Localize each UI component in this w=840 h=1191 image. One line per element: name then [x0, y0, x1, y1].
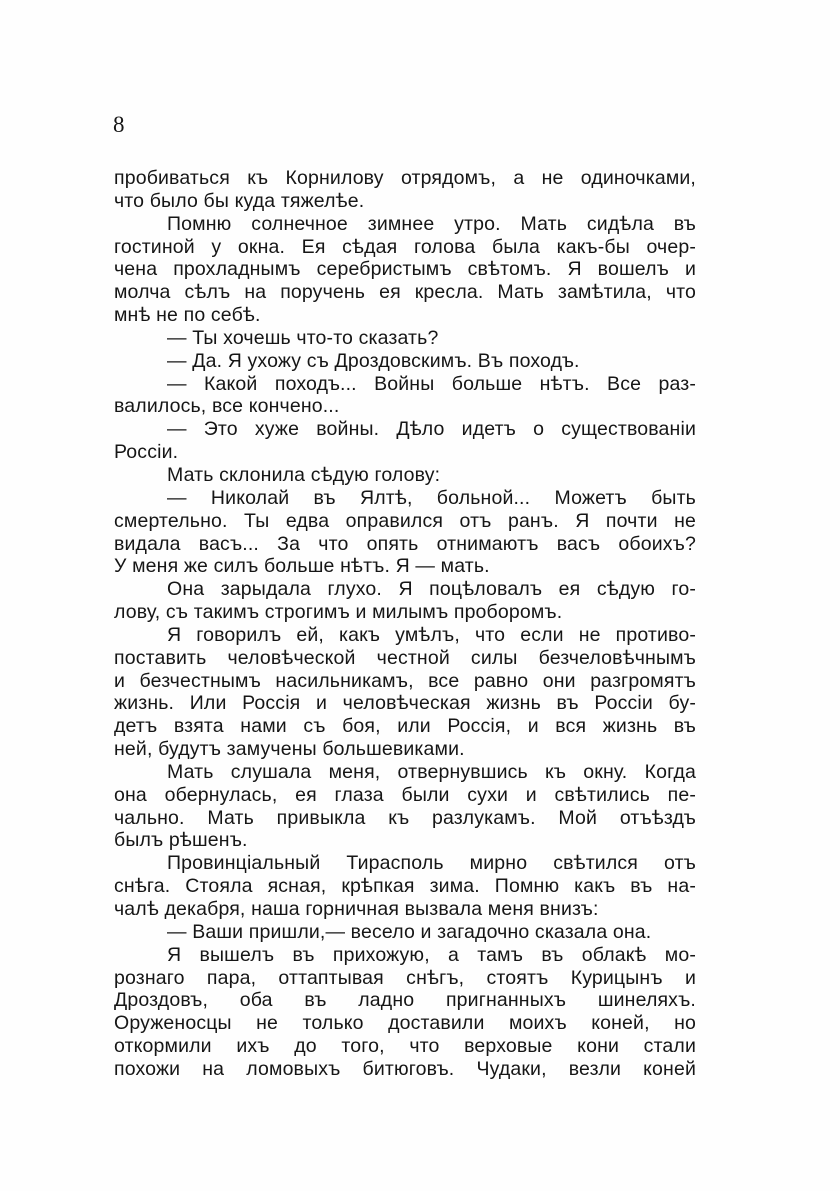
- text-line: Провинціальный Тирасполь мирно свѣтился отъ: [167, 852, 696, 875]
- text-line: Оруженосцы не только доставили моихъ коней, но: [114, 1012, 696, 1035]
- text-line: валилось, все кончено...: [114, 395, 340, 418]
- text-line: былъ рѣшенъ.: [114, 829, 248, 852]
- text-line: — Да. Я ухожу съ Дроздовскимъ. Въ походъ.: [167, 349, 580, 372]
- text-line: молча сѣлъ на поручень ея кресла. Мать замѣтила, что: [114, 281, 696, 304]
- text-line: жизнь. Или Россія и человѣческая жизнь въ Россіи бу-: [114, 692, 696, 715]
- text-line: Она зарыдала глухо. Я поцѣловалъ ея сѣдую го-: [167, 578, 696, 601]
- text-line: что было бы куда тяжелѣе.: [114, 189, 365, 212]
- text-line: чалѣ декабря, наша горничная вызвала меня внизъ:: [114, 898, 599, 920]
- text-line: смертельно. Ты едва оправился отъ ранъ. Я почти не: [114, 509, 696, 532]
- text-line: Помню солнечное зимнее утро. Мать сидѣла въ: [167, 212, 696, 235]
- text-line: Мать склонила сѣдую голову:: [167, 463, 441, 486]
- text-line: и безчестнымъ насильникамъ, все равно они разгромятъ: [114, 669, 696, 692]
- text-line: — Ты хочешь что-то сказать?: [167, 326, 439, 349]
- text-line: Мать слушала меня, отвернувшись къ окну. Когда: [167, 760, 696, 783]
- body-text: [114, 167, 696, 1081]
- text-line: ней, будутъ замучены большевиками.: [114, 738, 465, 761]
- page-number: 8: [113, 112, 125, 137]
- text-line: гостиной у окна. Ея сѣдая голова была какъ-бы очер-: [114, 235, 696, 258]
- text-line: чально. Мать привыкла къ разлукамъ. Мой отъѣздъ: [114, 806, 696, 829]
- text-line: рознаго пара, оттаптывая снѣгъ, стоятъ Курицынъ и: [114, 966, 696, 989]
- text-line: видала васъ... За что опять отнимаютъ васъ обоихъ?: [114, 532, 696, 555]
- text-line: — Это хуже войны. Дѣло идетъ о существованіи: [167, 418, 696, 441]
- text-line: У меня же силъ больше нѣтъ. Я — мать.: [114, 555, 490, 578]
- text-line: лову, съ такимъ строгимъ и милымъ проборомъ.: [114, 601, 563, 624]
- text-line: похожи на ломовыхъ битюговъ. Чудаки, везли коней: [114, 1057, 696, 1080]
- text-line: поставить человѣческой честной силы безчеловѣчнымъ: [114, 646, 696, 669]
- text-line: — Николай въ Ялтѣ, больной... Можетъ быть: [167, 486, 696, 509]
- text-line: Я вышелъ въ прихожую, а тамъ въ облакѣ мо-: [167, 943, 696, 966]
- text-line: откормили ихъ до того, что верховые кони стали: [114, 1035, 696, 1058]
- text-line: снѣга. Стояла ясная, крѣпкая зима. Помню какъ въ на-: [114, 875, 696, 898]
- text-line: — Ваши пришли,— весело и загадочно сказала она.: [167, 920, 652, 943]
- text-line: Дроздовъ, оба въ ладно пригнанныхъ шинеляхъ.: [114, 989, 696, 1012]
- text-line: она обернулась, ея глаза были сухи и свѣтились пе-: [114, 783, 696, 806]
- text-line: детъ взята нами съ боя, или Россія, и вся жизнь въ: [114, 715, 696, 738]
- text-line: Россіи.: [114, 441, 179, 464]
- text-line: пробиваться къ Корнилову отрядомъ, а не одиночками,: [114, 167, 696, 189]
- text-line: Я говорилъ ей, какъ умѣлъ, что если не противо-: [167, 623, 696, 646]
- text-line: — Какой походъ... Войны больше нѣтъ. Все раз-: [167, 372, 696, 395]
- text-line: чена прохладнымъ серебристымъ свѣтомъ. Я вошелъ и: [114, 258, 696, 281]
- text-line: мнѣ не по себѣ.: [114, 304, 261, 327]
